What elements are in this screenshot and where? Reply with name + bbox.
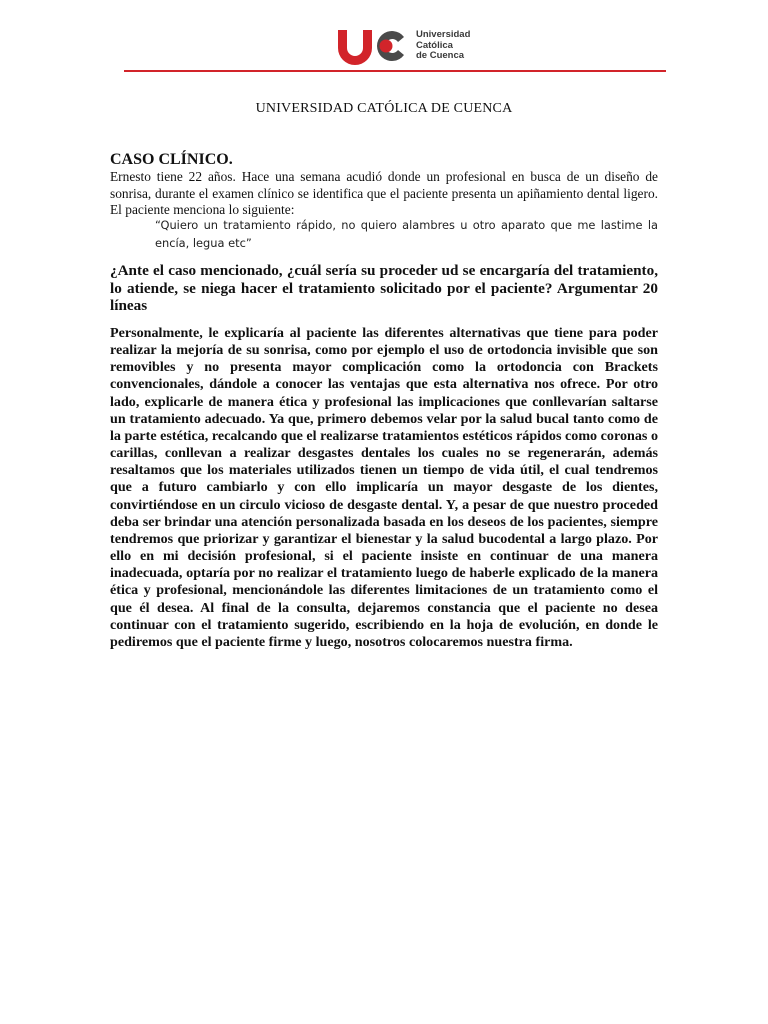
answer-paragraph: Personalmente, le explicaría al paciente las diferentes alternativas que tiene para poder realizar la mejoría de su sonrisa, como por ejemplo el uso de ortodoncia invisible que son removibles y no presenta mayor complicación como la ortodoncia con Brackets convencionales, dándole a conocer las ventajas que esta alternativa nos ofrece. Por otro lado, explicarle de manera ética y profesional las implicaciones que conllevarían saltarse un tratamiento adecuado. Ya que, primero debemos velar por la salud bucal tanto como de la parte estética, recalcando que el realizarse tratamientos estéticos rápidos como coronas o carillas, conllevan a realizar desgastes dentales los cuales no se regenerarán, además resaltamos que los materiales utilizados tienen un tiempo de vida útil, el cual tendremos que a futuro cambiarlo y con ello implicaría un mayor desgaste de los dientes, convirtiéndose en un circulo vicioso de desgaste dental. Y, a pesar de que nuestro proceded deba ser brindar una atención personalizada basada en los deseos de los pacientes, siempre tendremos que priorizar y garantizar el bienestar y la salud bucodental a largo plazo. Por ello en mi decisión profesional, si el paciente insiste en continuar de una manera inadecuada, optaría por no realizar el tratamiento luego de haberle explicado de la manera ética y profesional, mencionándole las diferentes limitaciones de un tratamiento como el que él desea. Al final de la consulta, dejaremos constancia que el paciente no desea continuar con el tratamiento sugerido, escribiendo en la hoja de evolución, en donde le pediremos que el paciente firme y luego, nosotros colocaremos nuestra firma. [110, 325, 658, 650]
header-divider [124, 70, 666, 72]
university-emblem-icon [336, 27, 408, 65]
logo-line-1: Universidad [416, 29, 471, 41]
university-logo-text [416, 30, 470, 62]
logo-line-3: de Cuenca [416, 50, 465, 62]
university-logo [336, 26, 470, 66]
case-title: CASO CLÍNICO. [110, 151, 233, 168]
page-title: UNIVERSIDAD CATÓLICA DE CUENCA [255, 101, 513, 116]
patient-quote: “Quiero un tratamiento rápido, no quiero alambres u otro aparato que me lastime la encía, legua etc” [155, 218, 658, 250]
question-paragraph: ¿Ante el caso mencionado, ¿cuál sería su proceder ud se encargaría del tratamiento, lo atiende, se niega hacer el tratamiento solicitado por el paciente? Argumentar 20 líneas [110, 262, 658, 315]
logo-line-2: Católica [416, 39, 453, 51]
case-description: Ernesto tiene 22 años. Hace una semana acudió donde un profesional en busca de un diseño de sonrisa, durante el examen clínico se identifica que el paciente presenta un apiñamiento dental ligero. El paciente menciona lo siguiente: [110, 169, 658, 218]
